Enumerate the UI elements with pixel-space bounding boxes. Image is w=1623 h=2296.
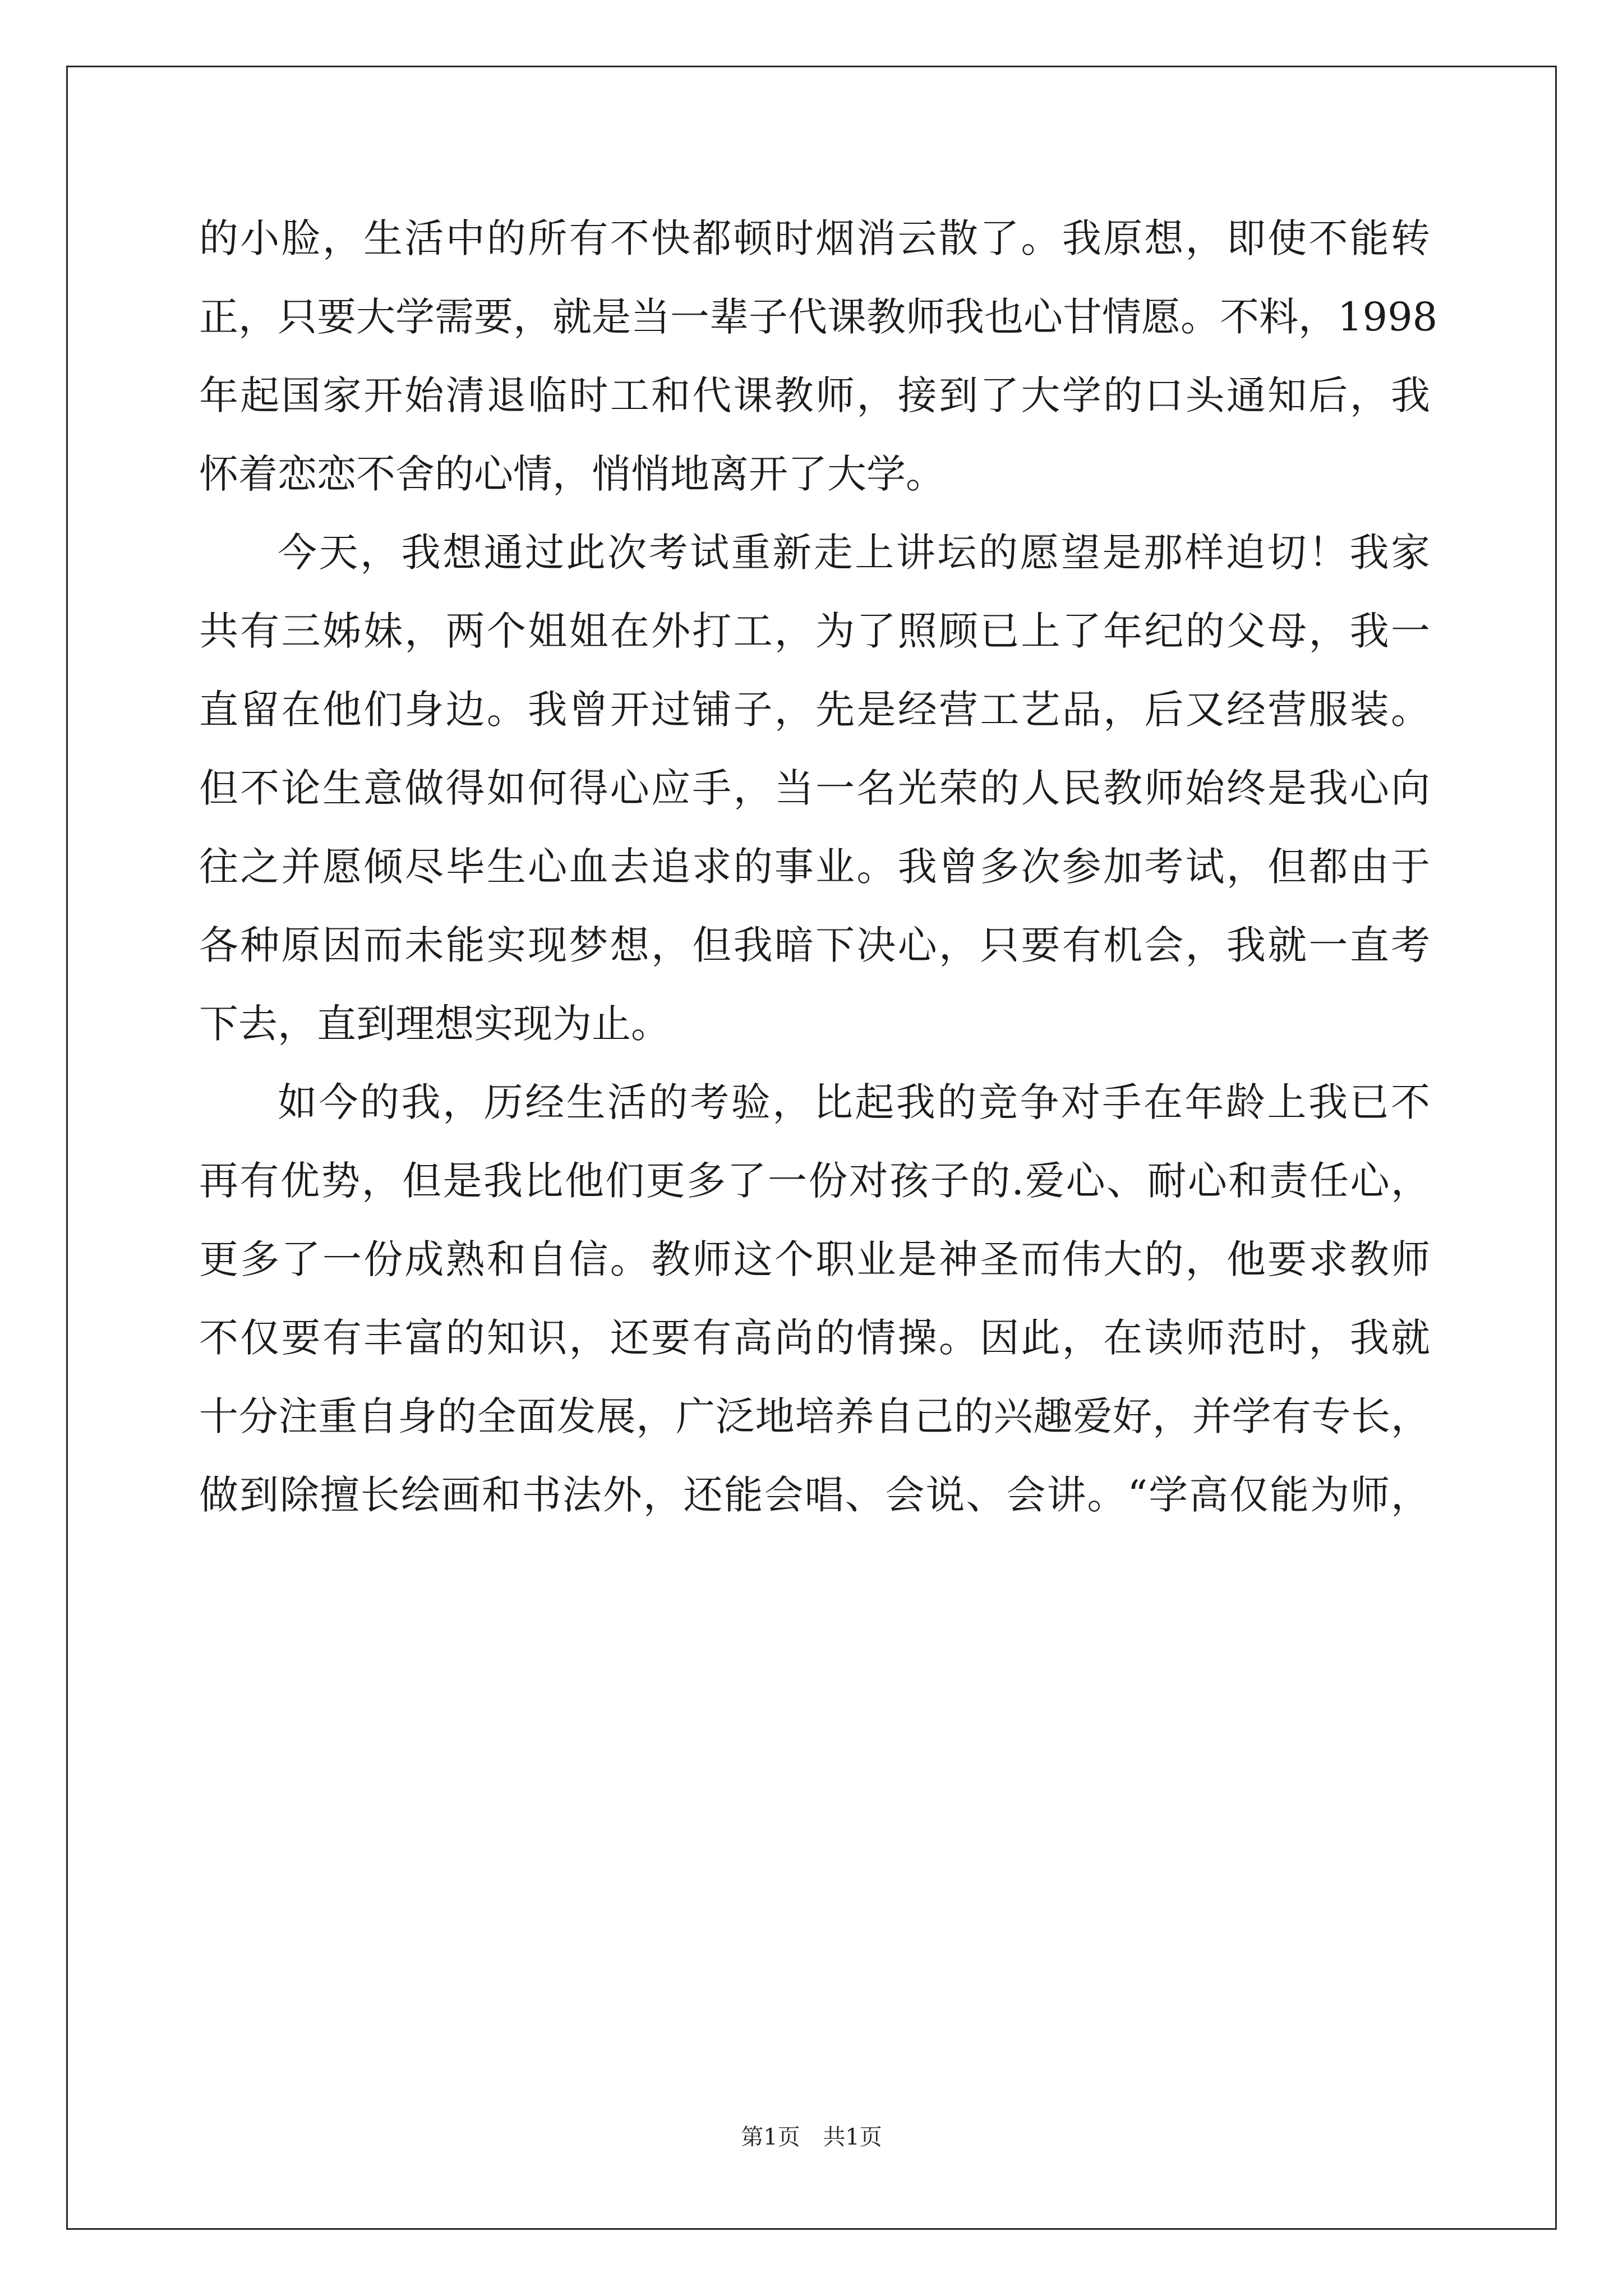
page-footer [0,2123,1623,2151]
text-line: 年起国家开始清退临时工和代课教师，接到了大学的口头通知后，我 [199,372,1430,418]
text-line: 做到除擅长绘画和书法外，还能会唱、会说、会讲。“学高仅能为师， [199,1472,1430,1518]
text-line: 直留在他们身边。我曾开过铺子，先是经营工艺品，后又经营服装。 [199,687,1430,733]
text-line: 十分注重自身的全面发展，广泛地培养自己的兴趣爱好，并学有专长， [199,1393,1430,1439]
text-line: 下去，直到理想实现为止。 [199,1001,670,1047]
text-line: 再有优势，但是我比他们更多了一份对孩子的.爱心、耐心和责任心， [199,1158,1430,1204]
paragraph-first-line: 如今的我，历经生活的考验，比起我的竞争对手在年龄上我已不 [278,1079,1430,1125]
text-line: 各种原因而未能实现梦想，但我暗下决心，只要有机会，我就一直考 [199,922,1430,968]
page-total: 共1页 [823,2124,882,2150]
text-line: 但不论生意做得如何得心应手，当一名光荣的人民教师始终是我心向 [199,765,1430,811]
paragraph-first-line: 今天，我想通过此次考试重新走上讲坛的愿望是那样迫切！我家 [278,530,1430,576]
page-number: 第1页 [741,2124,800,2150]
text-line: 怀着恋恋不舍的心情，悄悄地离开了大学。 [199,451,945,497]
text-line: 共有三姊妹，两个姐姐在外打工，为了照顾已上了年纪的父母，我一 [199,608,1430,654]
text-line: 的小脸，生活中的所有不快都顿时烟消云散了。我原想，即使不能转 [199,215,1430,261]
text-line: 不仅要有丰富的知识，还要有高尚的情操。因此，在读师范时，我就 [199,1315,1430,1361]
text-line: 正，只要大学需要，就是当一辈子代课教师我也心甘情愿。不料，1998 [199,294,1438,340]
text-line: 往之并愿倾尽毕生心血去追求的事业。我曾多次参加考试，但都由于 [199,844,1430,890]
text-line: 更多了一份成熟和自信。教师这个职业是神圣而伟大的，他要求教师 [199,1236,1430,1282]
